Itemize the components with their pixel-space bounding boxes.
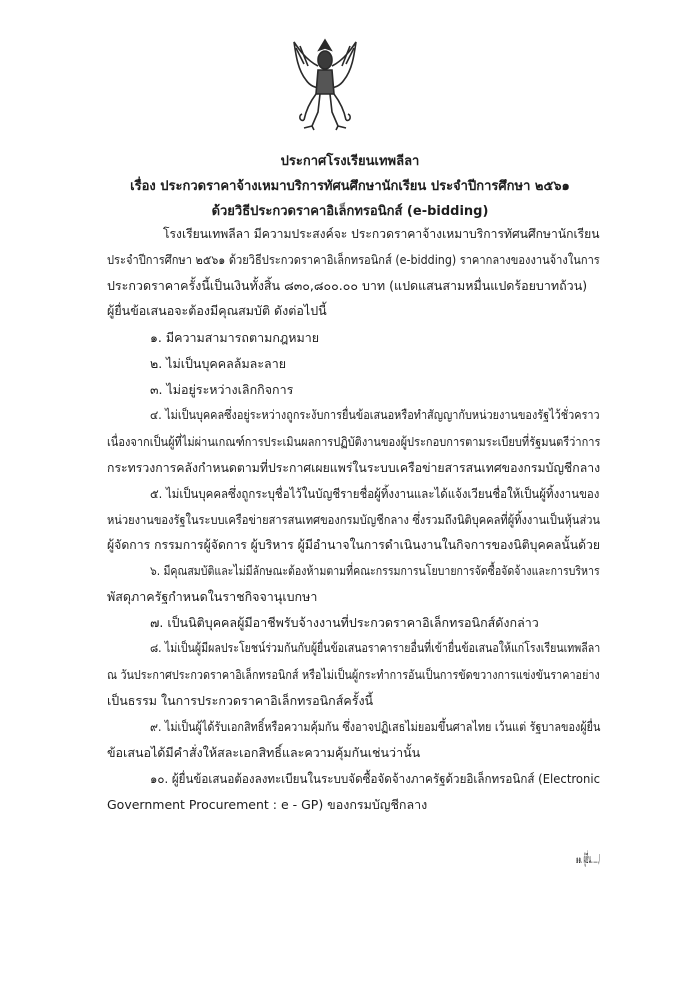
qualification-item-8-line-1: ๘. ไม่เป็นผู้มีผลประโยชน์ร่วมกันกับผู้ยื่นข้อเสนอราคารายอื่นที่เข้ายื่นข้อเสนอให้แก่โรงเรียนเทพลีลา bbox=[150, 640, 601, 655]
qualification-item-10-line-1: ๑๐. ผู้ยื่นข้อเสนอต้องลงทะเบียนในระบบจัดซื้อจัดจ้างภาครัฐด้วยอิเล็กทรอนิกส์ (Electronic bbox=[150, 771, 601, 786]
qualification-item-5-line-2: หน่วยงานของรัฐในระบบเครือข่ายสารสนเทศของกรมบัญชีกลาง ซึ่งรวมถึงนิติบุคคลที่ผู้ทิ้งงานเป็นหุ้นส่วน bbox=[107, 512, 601, 527]
qualification-item-8-line-2: ณ วันประกาศประกวดราคาอิเล็กทรอนิกส์ หรือไม่เป็นผู้กระทำการอันเป็นการขัดขวางการแข่งขันราคาอย่าง bbox=[107, 667, 600, 682]
qualification-item-5-line-1: ๕. ไม่เป็นบุคคลซึ่งถูกระบุชื่อไว้ในบัญชีรายชื่อผู้ทิ้งงานและได้แจ้งเวียนชื่อให้เป็นผู้ทิ้งงานของ bbox=[150, 486, 600, 501]
procurement-method: ด้วยวิธีประกวดราคาอิเล็กทรอนิกส์ (e-bidding) bbox=[211, 204, 489, 219]
intro-line-3: ประกวดราคาครั้งนี้เป็นเงินทั้งสิ้น ๘๓๐,๘๐๐.๐๐ บาท (แปดแสนสามหมื่นแปดร้อยบาทถ้วน) bbox=[107, 278, 588, 293]
qualification-item-2: ๒. ไม่เป็นบุคคลล้มละลาย bbox=[150, 356, 287, 371]
continuation-marker: ๑๑. ผู้ยื่น....../ bbox=[576, 851, 601, 866]
garuda-emblem-icon bbox=[290, 36, 360, 132]
qualification-item-5-line-3: ผู้จัดการ กรรมการผู้จัดการ ผู้บริหาร ผู้มีอำนาจในการดำเนินงานในกิจการของนิติบุคคลนั้นด้วย bbox=[107, 537, 601, 552]
qualification-item-9-line-1: ๙. ไม่เป็นผู้ได้รับเอกสิทธิ์หรือความคุ้มกัน ซึ่งอาจปฏิเสธไม่ยอมขึ้นศาลไทย เว้นแต่ รัฐบาลของผู้ยื่น bbox=[150, 719, 601, 734]
qualification-item-4-line-2: เนื่องจากเป็นผู้ที่ไม่ผ่านเกณฑ์การประเมินผลการปฏิบัติงานของผู้ประกอบการตามระเบียบที่รัฐมนตรีว่าการ bbox=[107, 434, 601, 449]
qualification-item-3: ๓. ไม่อยู่ระหว่างเลิกกิจการ bbox=[150, 382, 294, 397]
intro-line-2: ประจำปีการศึกษา ๒๕๖๑ ด้วยวิธีประกวดราคาอิเล็กทรอนิกส์ (e-bidding) ราคากลางของงานจ้างในการ bbox=[107, 252, 600, 267]
qualification-item-9-line-2: ข้อเสนอได้มีคำสั่งให้สละเอกสิทธิ์และความคุ้มกันเช่นว่านั้น bbox=[107, 745, 421, 760]
qualification-item-6-line-1: ๖. มีคุณสมบัติและไม่มีลักษณะต้องห้ามตามที่คณะกรรมการนโยบายการจัดซื้อจัดจ้างและการบริหาร bbox=[150, 563, 600, 578]
announcement-title: ประกาศโรงเรียนเทพลีลา bbox=[280, 154, 420, 169]
qualification-item-4-line-3: กระทรวงการคลังกำหนดตามที่ประกาศเผยแพร่ในระบบเครือข่ายสารสนเทศของกรมบัญชีกลาง bbox=[107, 460, 601, 475]
qualification-item-1: ๑. มีความสามารถตามกฎหมาย bbox=[150, 330, 320, 345]
qualification-intro: ผู้ยื่นข้อเสนอจะต้องมีคุณสมบัติ ดังต่อไปนี้ bbox=[107, 303, 327, 318]
qualification-item-8-line-3: เป็นธรรม ในการประกวดราคาอิเล็กทรอนิกส์ครั้งนี้ bbox=[107, 693, 374, 708]
qualification-item-7: ๗. เป็นนิติบุคคลผู้มีอาชีพรับจ้างงานที่ประกวดราคาอิเล็กทรอนิกส์ดังกล่าว bbox=[150, 615, 539, 630]
qualification-item-4-line-1: ๔. ไม่เป็นบุคคลซึ่งอยู่ระหว่างถูกระงับการยื่นข้อเสนอหรือทำสัญญากับหน่วยงานของรัฐไว้ชั่วคราว bbox=[150, 407, 600, 422]
qualification-item-10-line-2: Government Procurement : e - GP) ของกรมบัญชีกลาง bbox=[107, 797, 428, 812]
intro-line-1: โรงเรียนเทพลีลา มีความประสงค์จะ ประกวดราคาจ้างเหมาบริการทัศนศึกษานักเรียน bbox=[163, 226, 600, 241]
qualification-item-6-line-2: พัสดุภาครัฐกำหนดในราชกิจจานุเบกษา bbox=[107, 589, 318, 604]
announcement-subject: เรื่อง ประกวดราคาจ้างเหมาบริการทัศนศึกษานักเรียน ประจำปีการศึกษา ๒๕๖๑ bbox=[130, 179, 570, 194]
